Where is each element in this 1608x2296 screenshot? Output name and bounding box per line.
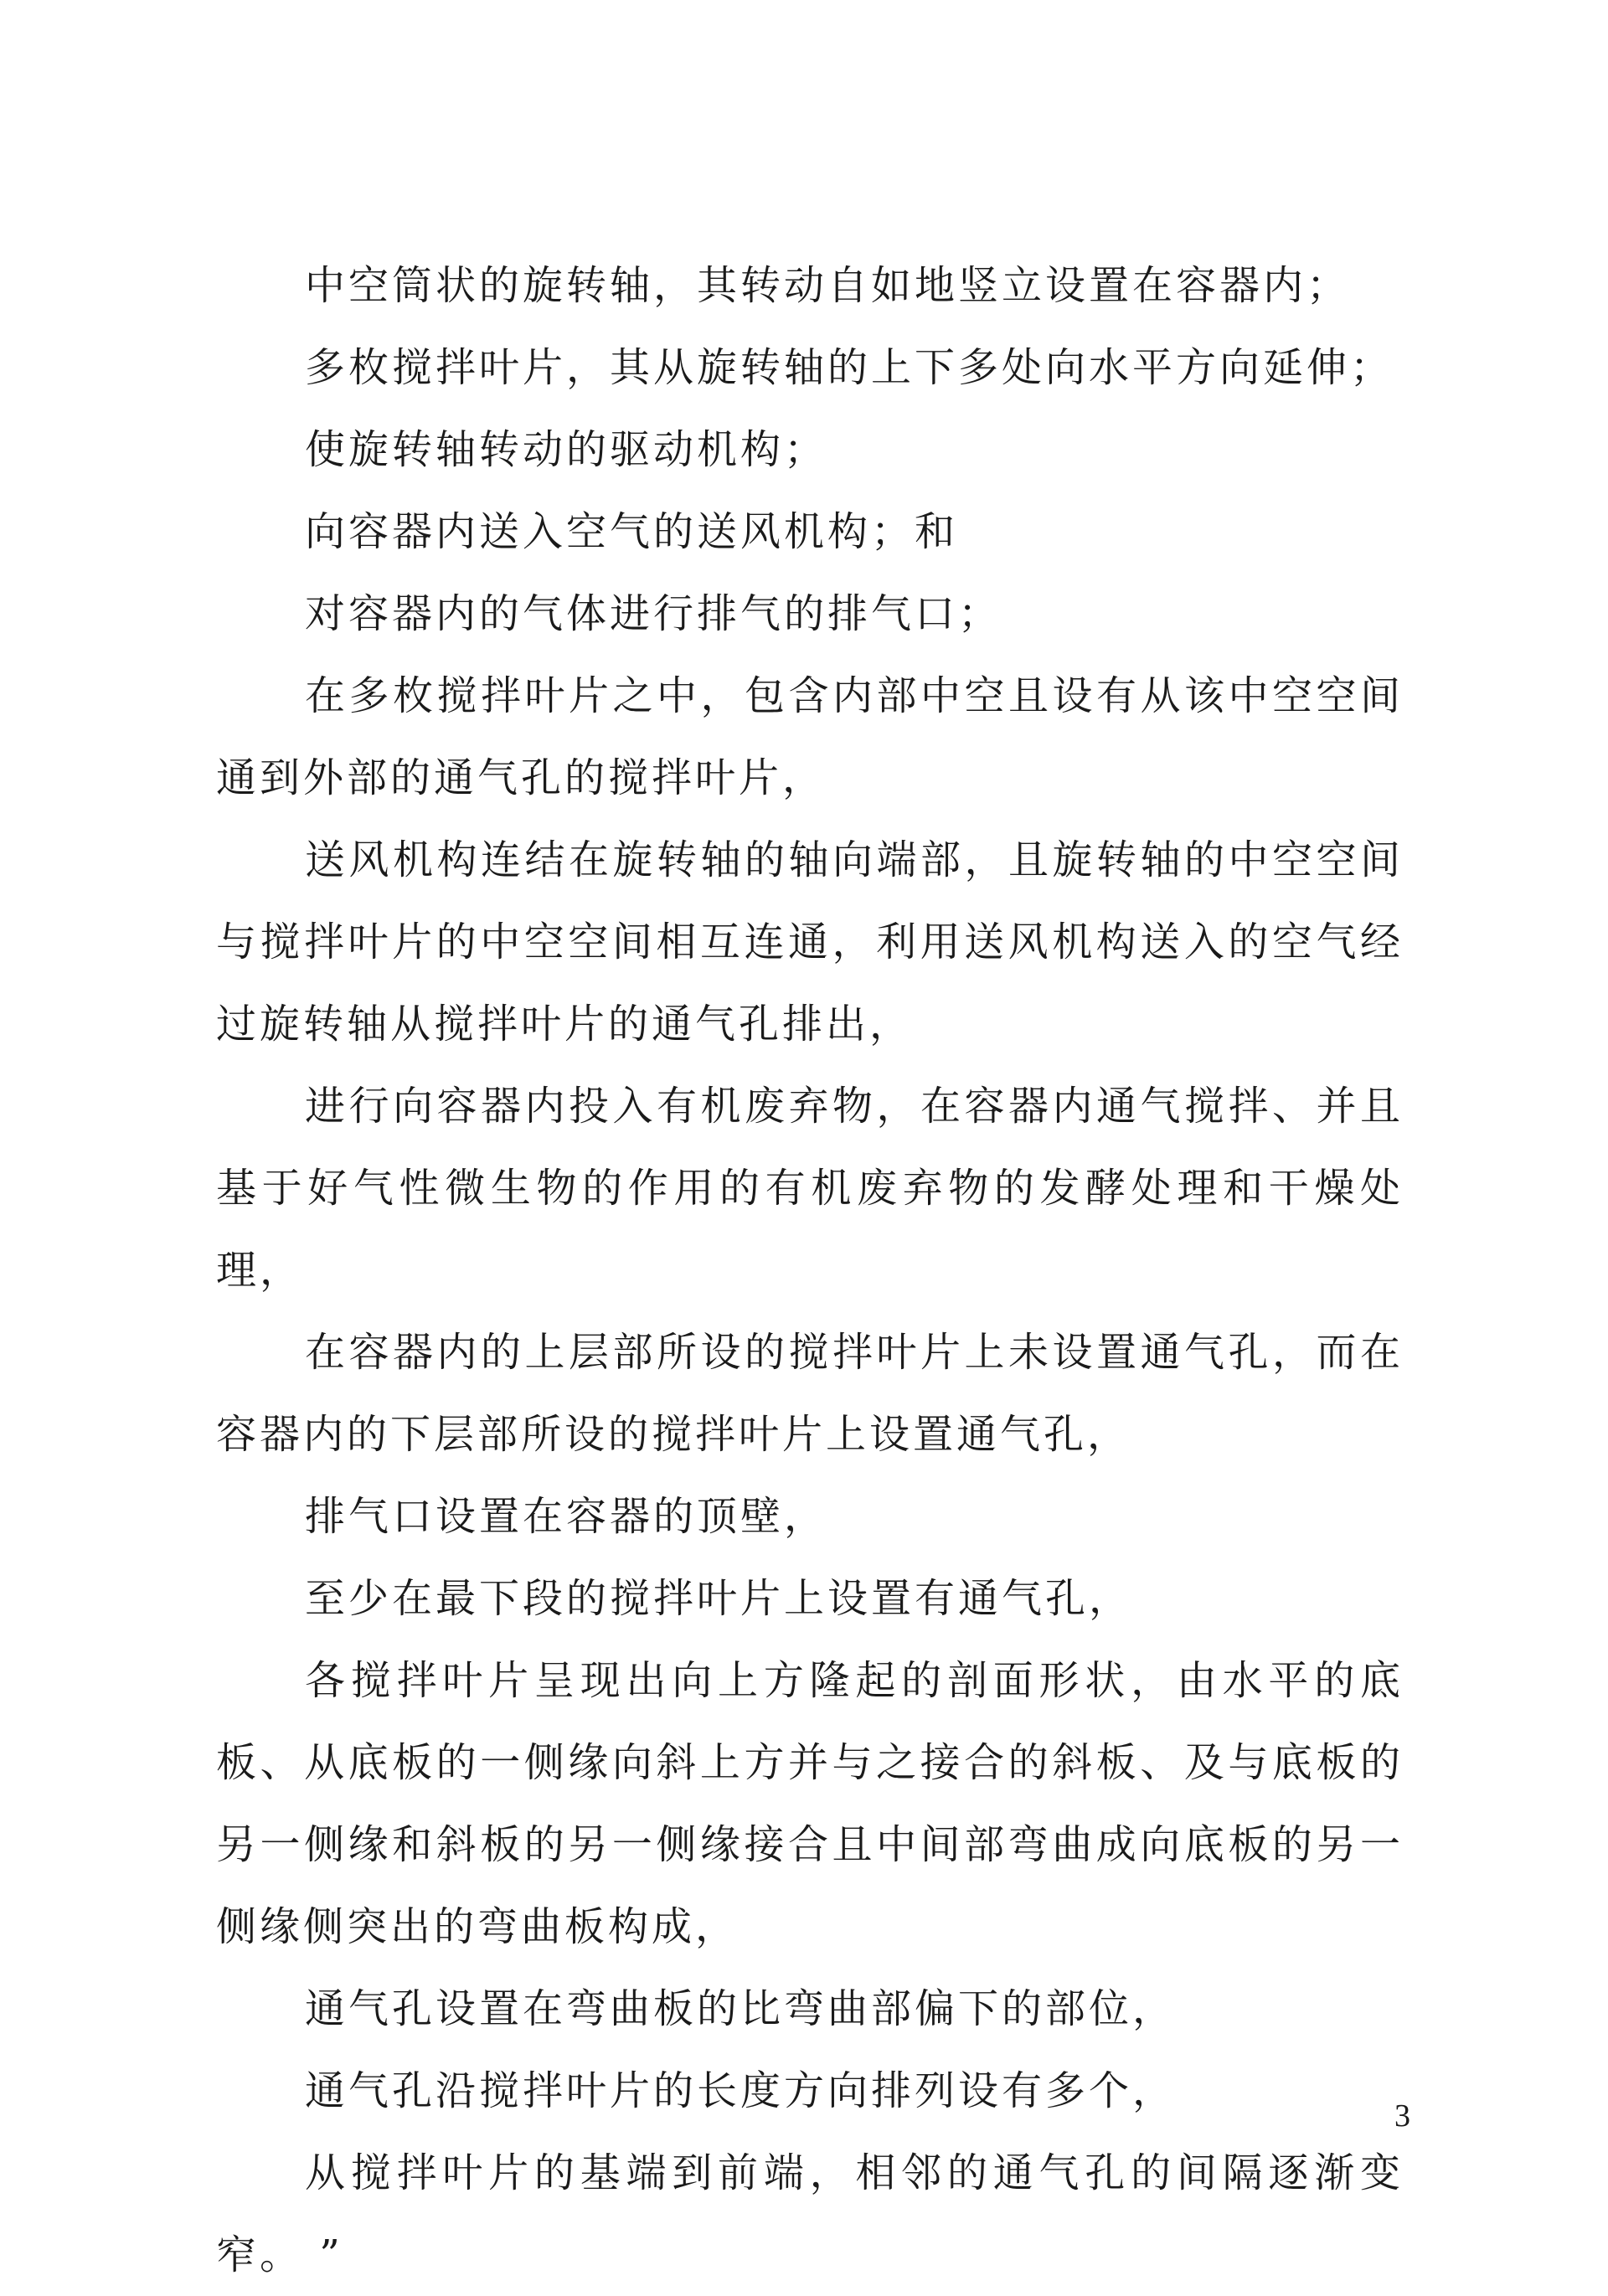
paragraph: 排气口设置在容器的顶壁， — [305, 1493, 828, 1540]
paragraph: 进行向容器内投入有机废弃物，在容器内通气搅拌、并且基于好气性微生物的作用的有机废弃物的发酵处理和干燥处理， — [216, 1083, 1404, 1294]
paragraph: 通气孔设置在弯曲板的比弯曲部偏下的部位， — [305, 1985, 1177, 2032]
body-text — [216, 245, 1404, 2296]
paragraph: 各搅拌叶片呈现出向上方隆起的剖面形状，由水平的底板、从底板的一侧缘向斜上方并与之接合的斜板、及与底板的另一侧缘和斜板的另一侧缘接合且中间部弯曲成向底板的另一侧缘侧突出的弯曲板构成， — [216, 1657, 1404, 1950]
paragraph: 在多枚搅拌叶片之中，包含内部中空且设有从该中空空间通到外部的通气孔的搅拌叶片， — [216, 672, 1404, 801]
paragraph: 对容器内的气体进行排气的排气口； — [305, 590, 1002, 637]
paragraph: 从搅拌叶片的基端到前端，相邻的通气孔的间隔逐渐变窄。 ” — [216, 2149, 1404, 2278]
paragraph: 向容器内送入空气的送风机构；和 — [305, 508, 959, 555]
paragraph: 至少在最下段的搅拌叶片上设置有通气孔， — [305, 1575, 1133, 1622]
paragraph: 通气孔沿搅拌叶片的长度方向排列设有多个， — [305, 2067, 1177, 2114]
paragraph: 使旋转轴转动的驱动机构； — [305, 426, 828, 473]
paragraph: 多枚搅拌叶片，其从旋转轴的上下多处向水平方向延伸； — [305, 344, 1394, 391]
paragraph: 中空筒状的旋转轴，其转动自如地竖立设置在容器内； — [305, 262, 1351, 309]
paragraph: 在容器内的上层部所设的搅拌叶片上未设置通气孔，而在容器内的下层部所设的搅拌叶片上设置通气孔， — [216, 1329, 1404, 1458]
page-number: 3 — [1394, 2098, 1410, 2134]
paragraph: 送风机构连结在旋转轴的轴向端部，且旋转轴的中空空间与搅拌叶片的中空空间相互连通，利用送风机构送入的空气经过旋转轴从搅拌叶片的通气孔排出， — [216, 837, 1404, 1048]
